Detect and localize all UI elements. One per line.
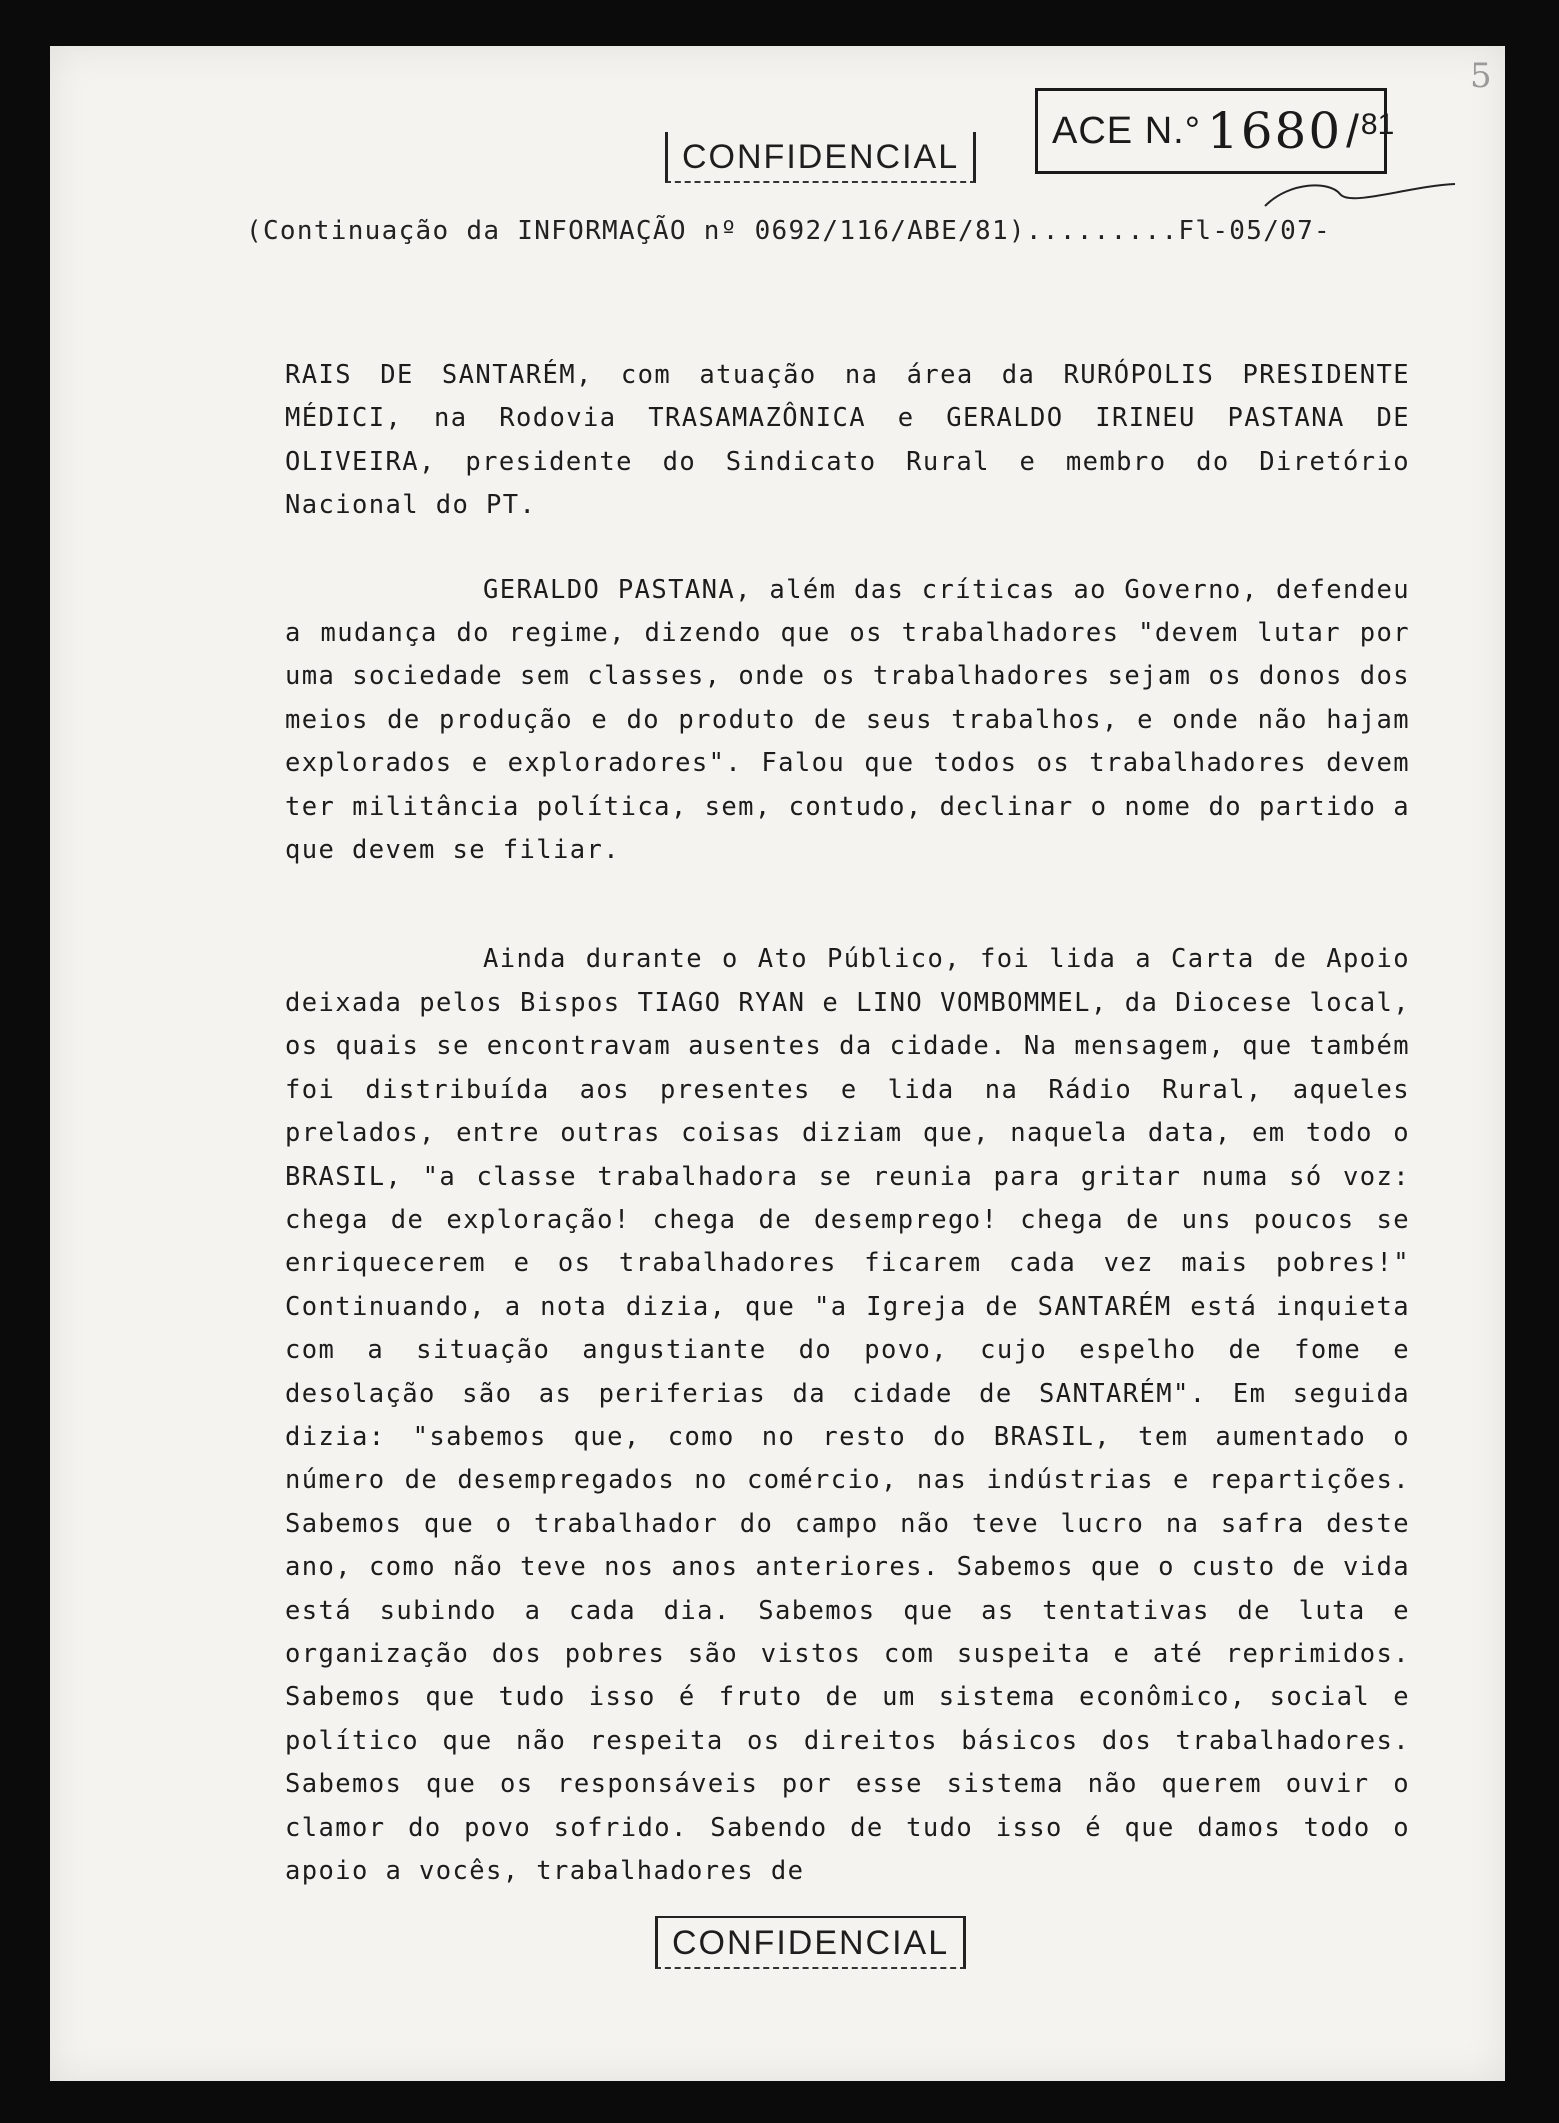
confidential-stamp-top: CONFIDENCIAL — [665, 132, 976, 183]
continuation-header: (Continuação da INFORMAÇÃO nº 0692/116/ABE/81).........Fl-05/07- — [246, 216, 1332, 246]
paragraph-1: RAIS DE SANTARÉM, com atuação na área da RURÓPOLIS PRESIDENTE MÉDICI, na Rodovia TRASAMAZÔNICA e GERALDO IRINEU PASTANA DE OLIVEIRA, presidente do Sindicato Rural e membro do Diretório Nacional do PT. — [285, 360, 1410, 521]
ace-year: 81 — [1360, 108, 1395, 141]
ace-label: ACE N.° — [1052, 109, 1201, 152]
ace-number-stamp — [1035, 88, 1395, 174]
paragraph-2: GERALDO PASTANA, além das críticas ao Governo, defendeu a mudança do regime, dizendo que os trabalhadores "devem lutar por uma sociedade sem classes, onde os trabalhadores sejam os donos dos meios de produção e do produto de seus trabalhos, e onde não hajam explorados e exploradores". Falou que todos os trabalhadores devem ter militância política, sem, contudo, declinar o nome do partido a que devem se filiar. — [285, 574, 1410, 866]
ace-number: 1680 — [1206, 102, 1343, 160]
document-body — [285, 354, 1410, 1893]
page-marker: 5 — [1470, 56, 1492, 96]
confidential-stamp-bottom: CONFIDENCIAL — [655, 1916, 966, 1969]
handwritten-stroke-icon — [1260, 176, 1460, 216]
paragraph-3: Ainda durante o Ato Público, foi lida a Carta de Apoio deixada pelos Bispos TIAGO RYAN e LINO VOMBOMMEL, da Diocese local, os quais se encontravam ausentes da cidade. Na mensagem, que também foi distribuída aos presentes e lida na Rádio Rural, aqueles prelados, entre outras coisas diziam que, naquela data, em todo o BRASIL, "a classe trabalhadora se reunia para gritar numa só voz: chega de exploração! chega de desemprego! chega de uns poucos se enriquecerem e os trabalhadores ficarem cada vez mais pobres!" Continuando, a nota dizia, que "a Igreja de SANTARÉM está inquieta com a situação angustiante do povo, cujo espelho de fome e desolação são as periferias da cidade de SANTARÉM". Em seguida dizia: "sabemos que, como no resto do BRASIL, tem aumentado o número de desempregados no comércio, nas indústrias e repartições. Sabemos que o trabalhador do campo não teve lucro na safra deste ano, como não teve nos anos anteriores. Sabemos que o custo de vida está subindo a cada dia. Sabemos que as tentativas de luta e organização dos pobres são vistos com suspeita e até reprimidos. Sabemos que tudo isso é fruto de um sistema econômico, social e político que não respeita os direitos básicos dos trabalhadores. Sabemos que os responsáveis por esse sistema não querem ouvir o clamor do povo sofrido. Sabendo de tudo isso é que damos todo o apoio a vocês, trabalhadores de — [285, 944, 1410, 1886]
document-page — [50, 46, 1505, 2081]
ace-separator: / — [1346, 105, 1359, 157]
